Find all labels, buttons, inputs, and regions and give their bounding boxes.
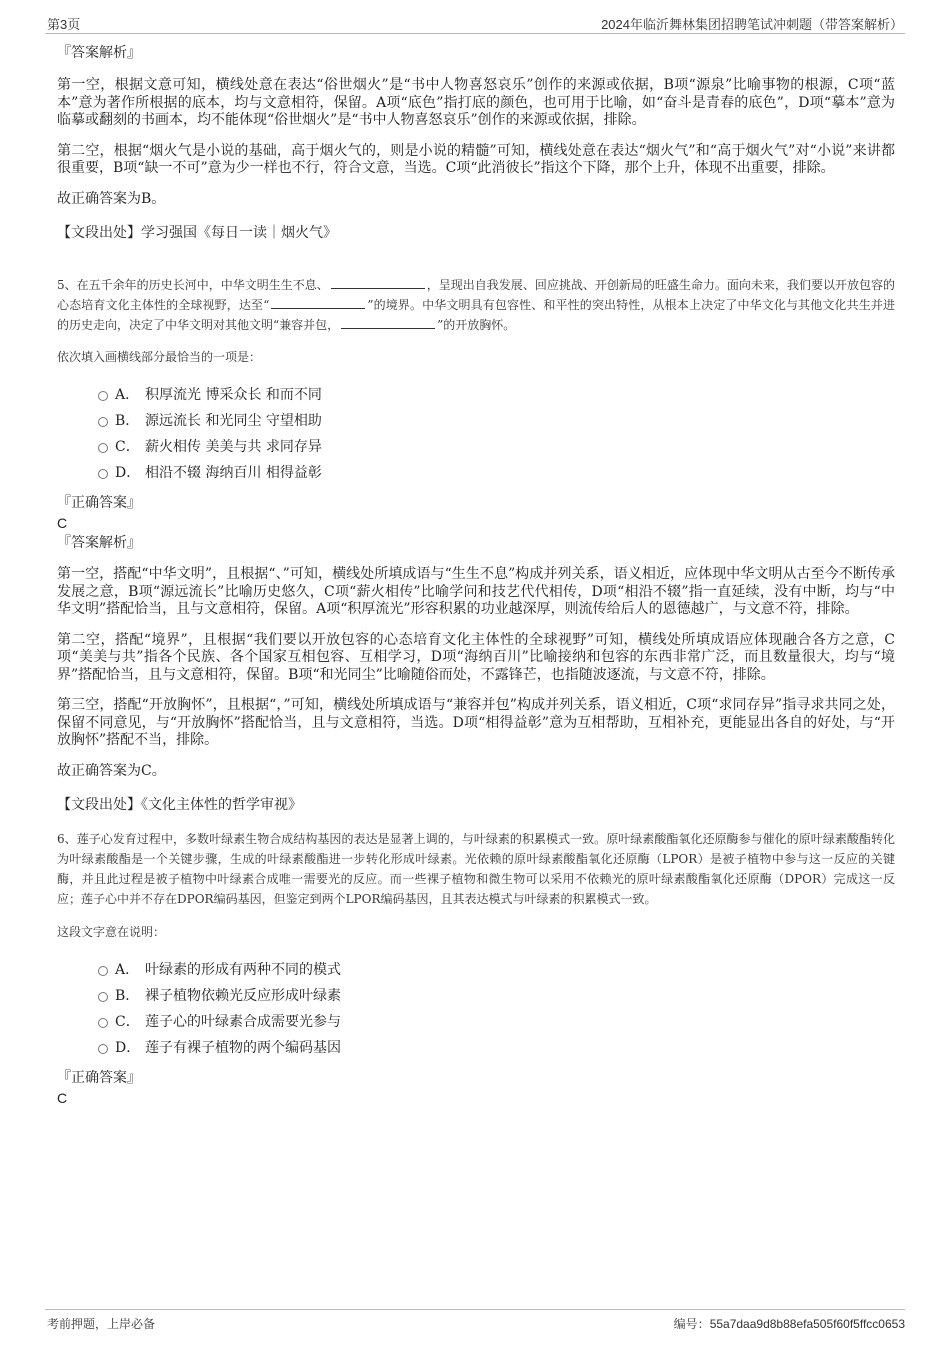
option-b[interactable]: B． 源远流长 和光同尘 守望相助 [97,408,895,434]
radio-button[interactable] [98,443,108,453]
passage-source: 【文段出处】学习强国《每日一读｜烟火气》 [57,225,337,241]
question-6-options [97,957,895,1061]
question-5-options [97,382,895,486]
analysis-paragraph: 第一空，根据文意可知，横线处意在表达“俗世烟火”是“书中人物喜怒哀乐”创作的来源或依据，B项“源泉”比喻事物的根源，C项“蓝本”意为著作所根据的底本，均与文意相符，保留。A项“底色”指打底的颜色，也可用于比喻，如“奋斗是青春的底色”，D项“摹本”意为临摹或翻刻的书画本，均不能体现“俗世烟火”是“书中人物喜怒哀乐”创作的来源或依据，排除。 [57,77,895,128]
document-title: 2024年临沂舞林集团招聘笔试冲刺题（带答案解析） [601,17,903,32]
option-c[interactable]: C． 薪火相传 美美与共 求同存异 [97,434,895,460]
option-d[interactable]: D． 相沿不辍 海纳百川 相得益彰 [97,460,895,486]
analysis-paragraph: 第二空，搭配“境界”，且根据“我们要以开放包容的心态培育文化主体性的全球视野”可知，横线处所填成语应体现融合各方之意，C项“美美与共”指各个民族、各个国家互相包容、互相学习，D项“海纳百川”比喻接纳和包容的东西非常广泛，而且数量很大，均与“境界”搭配恰当，且与文意相符，保留。B项“和光同尘”比喻随俗而处，不露锋芒，也指随波逐流，与文意不符，排除。 [57,631,895,683]
option-d[interactable]: D． 莲子有裸子植物的两个编码基因 [97,1035,895,1061]
page-number: 第3页 [47,17,81,32]
analysis-paragraph: 第一空，搭配“中华文明”，且根据“、”可知，横线处所填成语与“生生不息”构成并列关系，语义相近，应体现中华文明从古至今不断传承发展之意，B项“源远流长”比喻历史悠久，C项“薪火相传”比喻学问和技艺代代相传，D项“相沿不辍”指一直延续，没有中断，均与“中华文明”搭配恰当，且与文意相符，保留。A项“积厚流光”形容积累的功业越深厚，则流传给后人的恩德越广，与文意不符，排除。 [57,566,895,617]
correct-answer: C [57,1090,68,1106]
fill-blank [271,297,365,309]
correct-answer-label: 『正确答案』 [57,495,141,511]
option-a[interactable]: A． 叶绿素的形成有两种不同的模式 [97,957,895,983]
radio-button[interactable] [98,992,108,1002]
correct-answer: C [57,515,68,531]
option-c[interactable]: C． 莲子心的叶绿素合成需要光参与 [97,1009,895,1035]
question-5-text: 5、在五千余年的历史长河中，中华文明生生不息、 ，呈现出自我发展、回应挑战、开创新局的旺盛生命力。面向未来，我们要以开放包容的心态培育文化主体性的全球视野，达至“ ”的境界。中华文明具有包容性、和平性的突出特性，从根本上决定了中华文化与其他文化共生并进的历史走向，决定了中华文明对其他文明“兼容并包， ”的开放胸怀。 [57,278,895,332]
radio-button[interactable] [98,1018,108,1028]
page-footer [45,1309,905,1339]
document-code: 编号：55a7daa9d8b88efa505f60f5ffcc0653 [673,1317,905,1331]
analysis-paragraph: 第三空，搭配“开放胸怀”，且根据“，”可知，横线处所填成语与“兼容并包”构成并列关系，语义相近，C项“求同存异”指寻求共同之处，保留不同意见，与“开放胸怀”搭配恰当，且与文意相符，当选。D项“相得益彰”意为互相帮助，互相补充，更能显出各自的好处，与“开放胸怀”搭配不当，排除。 [57,697,895,748]
passage-source: 【文段出处】《文化主体性的哲学审视》 [57,797,302,813]
analysis-label: 『答案解析』 [57,45,141,61]
correct-answer-label: 『正确答案』 [57,1070,141,1086]
answer-conclusion: 故正确答案为C。 [57,762,166,779]
page-header [45,10,905,34]
radio-button[interactable] [98,1044,108,1054]
option-a[interactable]: A． 积厚流光 博采众长 和而不同 [97,382,895,408]
radio-button[interactable] [98,417,108,427]
question-5-prompt: 依次填入画横线部分最恰当的一项是： [57,350,262,364]
option-b[interactable]: B． 裸子植物依赖光反应形成叶绿素 [97,983,895,1009]
analysis-label: 『答案解析』 [57,535,141,551]
radio-button[interactable] [98,469,108,479]
answer-conclusion: 故正确答案为B。 [57,190,166,207]
radio-button[interactable] [98,966,108,976]
footer-slogan: 考前押题，上岸必备 [47,1317,156,1331]
fill-blank [341,317,435,329]
radio-button[interactable] [98,391,108,401]
page-content [57,44,895,1107]
question-6-prompt: 这段文字意在说明： [57,925,166,939]
analysis-paragraph: 第二空，根据“烟火气是小说的基础，高于烟火气的，则是小说的精髓”可知，横线处意在表达“烟火气”和“高于烟火气”对“小说”来讲都很重要，B项“缺一不可”意为少一样也不行，符合文意，当选。C项“此消彼长”指这个下降，那个上升，体现不出重要，排除。 [57,142,895,176]
fill-blank [331,277,425,289]
question-6-text: 6、莲子心发育过程中，多数叶绿素生物合成结构基因的表达是显著上调的，与叶绿素的积累模式一致。原叶绿素酸酯氧化还原酶参与催化的原叶绿素酸酯转化为叶绿素酸酯是一个关键步骤，生成的叶绿素酸酯进一步转化形成叶绿素。光依赖的原叶绿素酸酯氧化还原酶（LPOR）是被子植物中参与这一反应的关键酶，并且此过程是被子植物中叶绿素合成唯一需要光的反应。而一些裸子植物和微生物可以采用不依赖光的原叶绿素酸酯氧化还原酶（DPOR）完成这一反应；莲子心中并不存在DPOR编码基因，但鉴定到两个LPOR编码基因，且其表达模式与叶绿素的积累模式一致。 [57,832,895,906]
